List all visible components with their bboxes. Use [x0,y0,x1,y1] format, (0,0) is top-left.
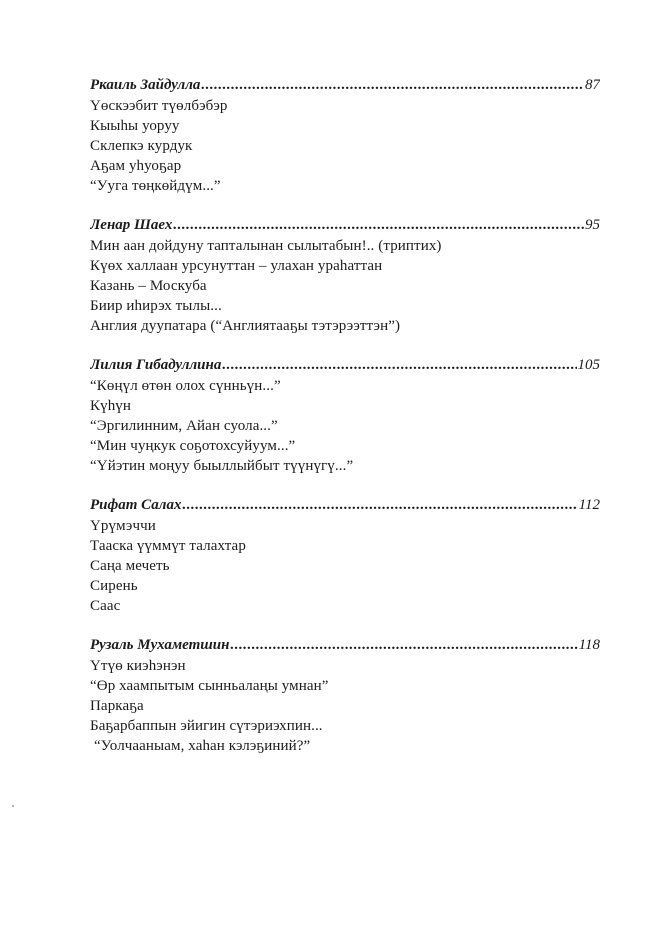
poem-title: Саас [90,598,121,614]
poem-title: Үрүмэччи [90,518,156,534]
poem-title: Мин аан дойдуну тапталынан сылытабын!.. (триптих) [90,238,442,254]
poem-list [90,236,600,336]
poem-title: Күһүн [90,398,132,414]
poem-title: Кыыһы уоруу [90,118,180,134]
poem-title: “Уолчааныам, хаһан кэлэҕиний?” [94,738,311,754]
poem-title: Казань – Москуба [90,278,207,294]
toc-section-1 [90,75,600,196]
poem-title: Бииp иһирэх тылы... [90,298,222,314]
poem-list [90,96,600,196]
toc-section-header [90,355,600,376]
toc-section-3 [90,355,600,476]
poem-title: Сирень [90,578,138,594]
dot-leader [230,635,577,656]
poem-title: Саңа мечеть [90,558,170,574]
poem-title: “Көңүл өтөн олох сүнньүн...” [90,378,281,394]
dot-leader [201,75,584,96]
toc-section-header [90,75,600,96]
toc-section-5 [90,635,600,756]
toc-section-header [90,215,600,236]
scan-speck [12,805,14,807]
poem-list [90,516,600,616]
poem-title: “Ууга төңкөйдүм...” [90,178,221,194]
poem-title: Үөскээбит түөлбэбэр [90,98,228,114]
poem-title: “Үйэтин моңуу быыллыйбыт түүнүгү...” [90,458,354,474]
dot-leader [222,355,576,376]
dot-leader [173,215,584,236]
poem-title: Аҕам уһуоҕар [90,158,182,174]
page-number: 112 [578,497,600,513]
poem-title: Склепкэ курдук [90,138,193,154]
page-number: 118 [578,637,600,653]
poem-title: “Мин чуңкук соҕотохсуйуум...” [90,438,296,454]
poem-title: Тааска үүммүт талахтар [90,538,246,554]
poem-title: Баҕарбаппын эйигин сүтэриэхпин... [90,718,323,734]
page-number: 105 [577,357,600,373]
page-number: 87 [585,77,600,93]
author-name: Ленар Шаех [90,217,173,233]
poem-title: Англия дуупатара (“Англиятааҕы тэтэрээттэн”) [90,318,401,334]
poem-title: Паркаҕа [90,698,144,714]
poem-list [90,656,600,756]
table-of-contents [90,75,600,775]
toc-section-2 [90,215,600,336]
page-number: 95 [585,217,600,233]
poem-title: Күөх халлаан урсунуттан – улахан ураһаттан [90,258,383,274]
author-name: Рузаль Мухаметшин [90,637,230,653]
dot-leader [182,495,577,516]
author-name: Лилия Гибадуллина [90,357,222,373]
author-name: Ркаиль Зайдулла [90,77,201,93]
poem-title: Үтүө киэһэнэн [90,658,186,674]
toc-section-4 [90,495,600,616]
toc-section-header [90,495,600,516]
toc-section-header [90,635,600,656]
poem-title: “Өр хаампытым сынньалаңы умнан” [90,678,329,694]
poem-title: “Эргилинним, Айан суола...” [90,418,278,434]
author-name: Рифат Салах [90,497,182,513]
poem-list [90,376,600,476]
